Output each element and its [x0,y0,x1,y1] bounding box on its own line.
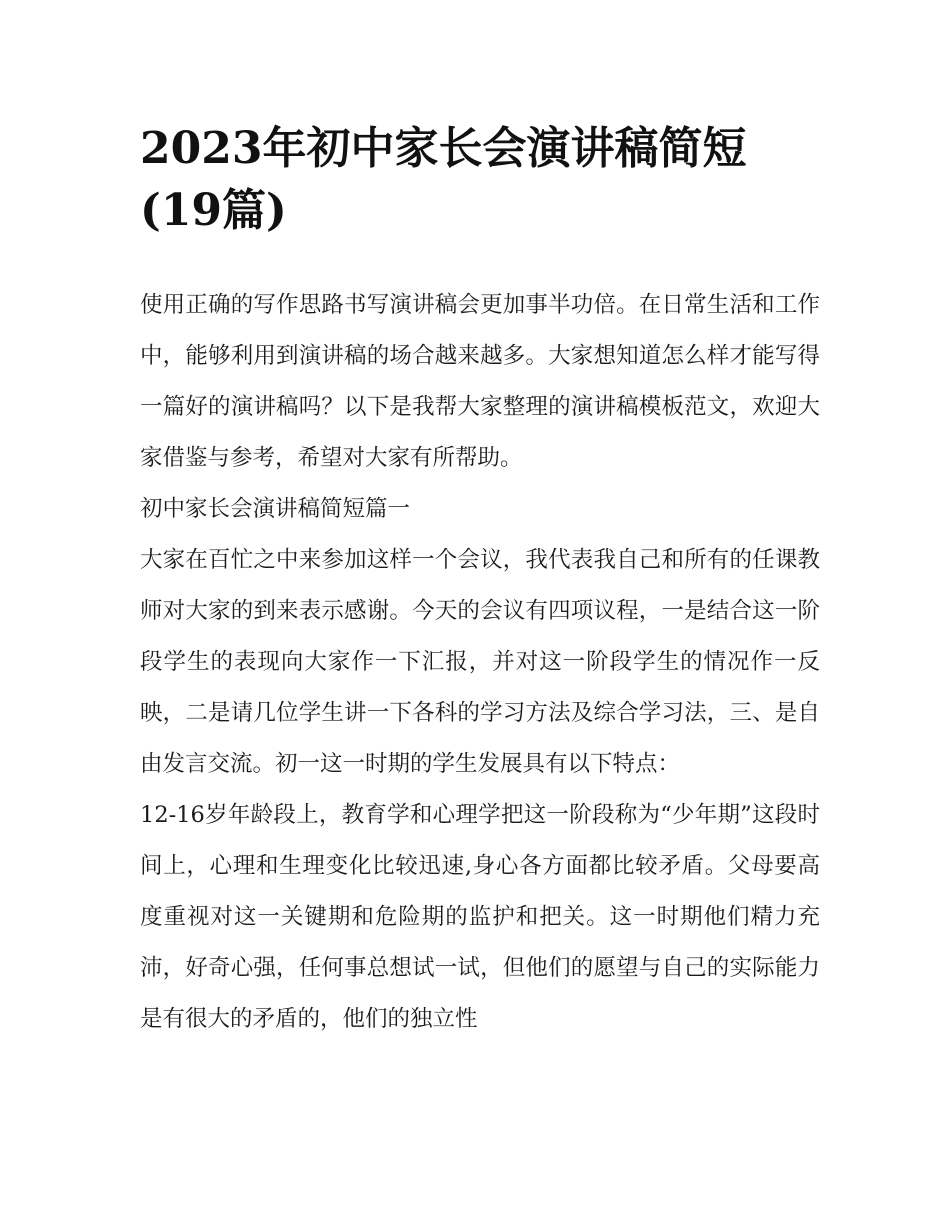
intro-paragraph: 使用正确的写作思路书写演讲稿会更加事半功倍。在日常生活和工作中，能够利用到演讲稿的场合越来越多。大家想知道怎么样才能写得一篇好的演讲稿吗？以下是我帮大家整理的演讲稿模板范文，欢迎大家借鉴与参考，希望对大家有所帮助。 [140,292,820,471]
document-body [140,280,820,1045]
section-heading: 初中家长会演讲稿简短篇一 [140,496,411,522]
body-paragraph: 大家在百忙之中来参加这样一个会议，我代表我自己和所有的任课教师对大家的到来表示感谢。今天的会议有四项议程，一是结合这一阶段学生的表现向大家作一下汇报，并对这一阶段学生的情况作一反映，二是请几位学生讲一下各科的学习方法及综合学习法，三、是自由发言交流。初一这一时期的学生发展具有以下特点： [140,547,820,777]
body-paragraph: 12-16岁年龄段上，教育学和心理学把这一阶段称为“少年期”这段时间上，心理和生理变化比较迅速,身心各方面都比较矛盾。父母要高度重视对这一关键期和危险期的监护和把关。这一时期他们精力充沛，好奇心强，任何事总想试一试，但他们的愿望与自己的实际能力是有很大的矛盾的，他们的独立性 [140,802,820,1032]
document-title: 2023年初中家长会演讲稿简短(19篇) [140,123,747,236]
